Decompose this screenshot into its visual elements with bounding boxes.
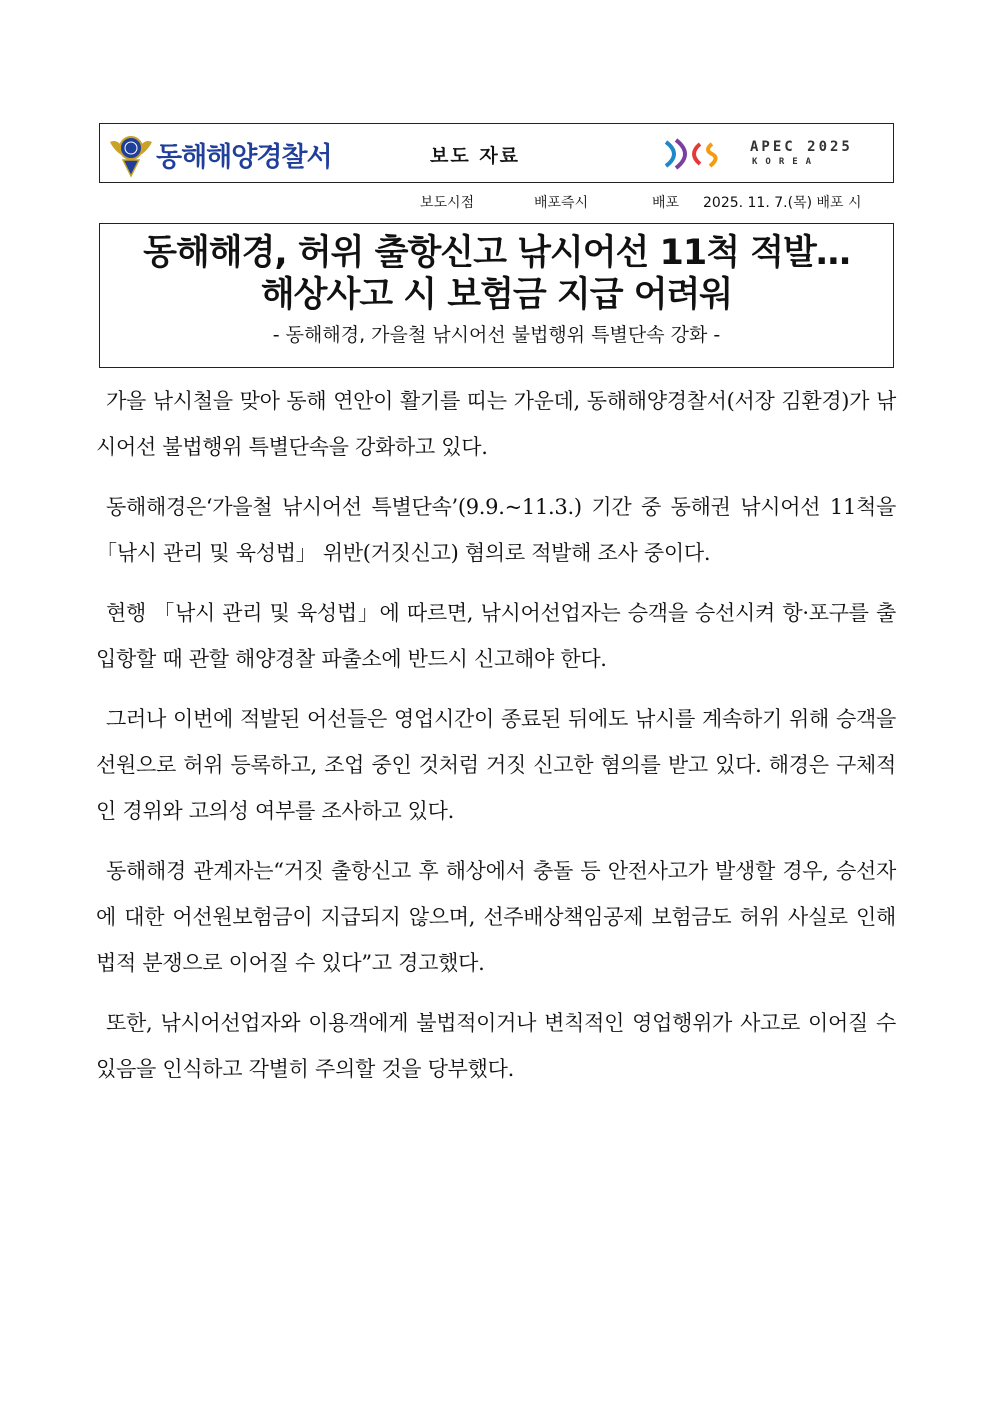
headline-line-2: 해상사고 시 보험금 지급 어려워: [260, 275, 733, 315]
article-body: [96, 378, 896, 1106]
doc-type: 보도 자료: [430, 145, 521, 167]
coast-guard-emblem-icon: [108, 128, 154, 178]
paragraph-3: 현행 「낚시 관리 및 육성법」에 따르면, 낚시어선업자는 승객을 승선시켜 항·포구를 출입항할 때 관할 해양경찰 파출소에 반드시 신고해야 한다.: [96, 601, 896, 671]
paragraph-5: 동해해경 관계자는“거짓 출항신고 후 해상에서 충돌 등 안전사고가 발생할 경우, 승선자에 대한 어선원보험금이 지급되지 않으며, 선주배상책임공제 보험금도 허위 사실로 인해 법적 분쟁으로 이어질 수 있다”고 경고했다.: [96, 859, 896, 975]
headline-subtitle: - 동해해경, 가을철 낚시어선 불법행위 특별단속 강화 -: [272, 324, 721, 346]
release-info: [410, 192, 894, 214]
paragraph-1: 가을 낚시철을 맞아 동해 연안이 활기를 띠는 가운데, 동해해양경찰서(서장 김환경)가 낚시어선 불법행위 특별단속을 강화하고 있다.: [96, 389, 896, 459]
org-name: 동해해양경찰서: [156, 142, 332, 173]
paragraph-4: 그러나 이번에 적발된 어선들은 영업시간이 종료된 뒤에도 낚시를 계속하기 위해 승객을 선원으로 허위 등록하고, 조업 중인 것처럼 거짓 신고한 혐의를 받고 있다. 해경은 구체적인 경위와 고의성 여부를 조사하고 있다.: [96, 707, 896, 823]
apec-logo-icon: [660, 134, 730, 174]
apec-subtitle: KOREA: [752, 157, 820, 167]
paragraph-6: 또한, 낚시어선업자와 이용객에게 불법적이거나 변칙적인 영업행위가 사고로 이어질 수 있음을 인식하고 각별히 주의할 것을 당부했다.: [96, 1011, 896, 1081]
paragraph-2: 동해해경은‘가을철 낚시어선 특별단속’(9.9.~11.3.) 기간 중 동해권 낚시어선 11척을 「낚시 관리 및 육성법」 위반(거짓신고) 혐의로 적발해 조사 중이다.: [96, 495, 896, 565]
release-time-label: 보도시점: [420, 195, 475, 211]
release-date-label: 배포: [652, 195, 680, 211]
release-date-value: 2025. 11. 7.(목) 배포 시: [703, 195, 862, 211]
press-release-header: [99, 123, 894, 183]
headline-line-1: 동해해경, 허위 출항신고 낚시어선 11척 적발…: [143, 233, 850, 273]
release-time-value: 배포즉시: [534, 195, 589, 211]
apec-title: APEC 2025: [750, 139, 853, 155]
headline-box: [99, 223, 894, 368]
